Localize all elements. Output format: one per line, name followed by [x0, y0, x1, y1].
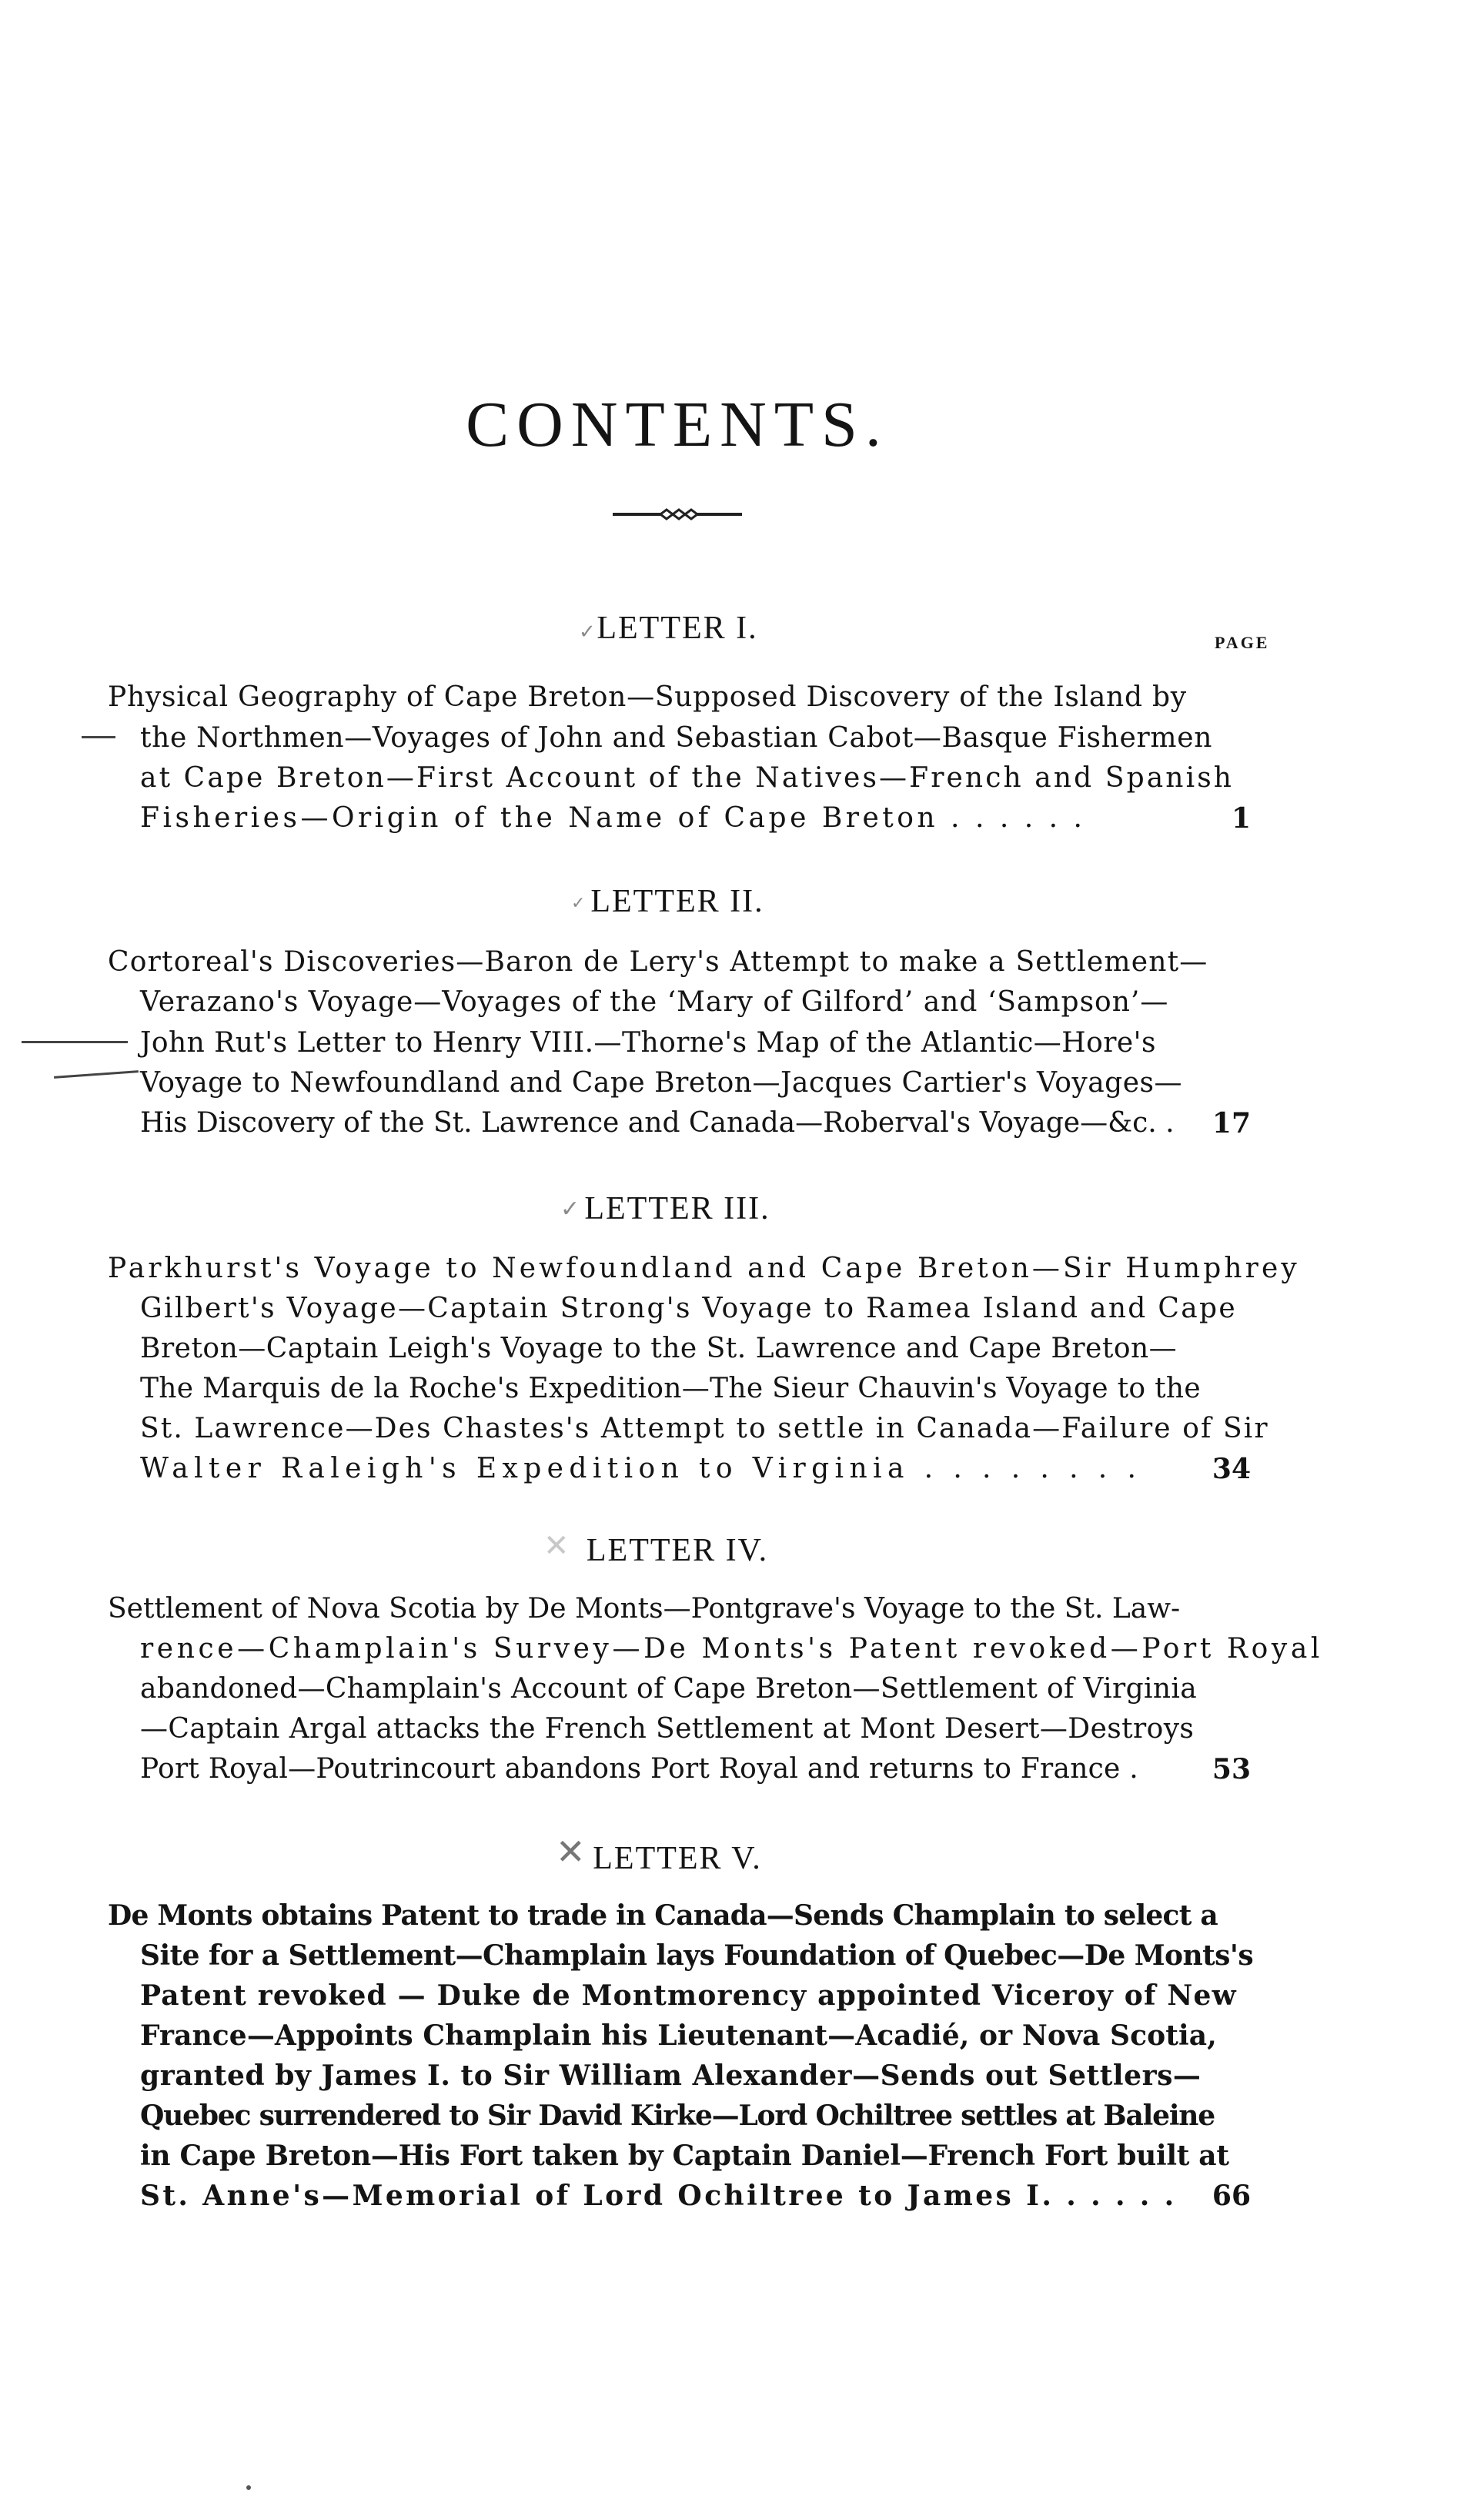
entry-line: His Discovery of the St. Lawrence and Canada—Roberval's Voyage—&c. .	[140, 1107, 1175, 1139]
entry-line: Gilbert's Voyage—Captain Strong's Voyage to Ramea Island and Cape	[140, 1293, 1237, 1324]
page-number: 17	[1212, 1107, 1251, 1139]
entry-line: Site for a Settlement—Champlain lays Foundation of Quebec—De Monts's	[140, 1939, 1254, 1972]
entry-line: Patent revoked — Duke de Montmorency appointed Viceroy of New	[140, 1979, 1237, 2012]
entry-line: Voyage to Newfoundland and Cape Breton—Jacques Cartier's Voyages—	[140, 1067, 1182, 1099]
entry-line: abandoned—Champlain's Account of Cape Breton—Settlement of Virginia	[140, 1673, 1198, 1705]
entry-line: St. Lawrence—Des Chastes's Attempt to settle in Canada—Failure of Sir	[140, 1413, 1269, 1444]
entry-line: Breton—Captain Leigh's Voyage to the St. Lawrence and Cape Breton—	[140, 1333, 1178, 1364]
entry-line: Fisheries—Origin of the Name of Cape Breton . . . . . .	[140, 802, 1086, 834]
entry-line: the Northmen—Voyages of John and Sebastian Cabot—Basque Fishermen	[140, 722, 1213, 754]
letter-heading: LETTER V.	[593, 1841, 762, 1876]
entry-line: Physical Geography of Cape Breton—Supposed Discovery of the Island by	[108, 681, 1187, 713]
entry-line: granted by James I. to Sir William Alexander—Sends out Settlers—	[140, 2060, 1202, 2092]
entry-line: Quebec surrendered to Sir David Kirke—Lord Ochiltree settles at Baleine	[140, 2100, 1215, 2132]
letter-heading: LETTER IV.	[586, 1533, 769, 1568]
entry-line: The Marquis de la Roche's Expedition—The Sieur Chauvin's Voyage to the	[140, 1373, 1201, 1404]
entry-line: Settlement of Nova Scotia by De Monts—Pontgrave's Voyage to the St. Law-	[108, 1593, 1181, 1625]
entry-line: in Cape Breton—His Fort taken by Captain Daniel—French Fort built at	[140, 2140, 1229, 2172]
margin-stroke	[54, 1070, 139, 1079]
entry-line: St. Anne's—Memorial of Lord Ochiltree to James I. . . . . .	[140, 2180, 1177, 2212]
check-mark-icon: ✓	[560, 1196, 580, 1223]
letter-heading: LETTER III.	[584, 1191, 770, 1226]
margin-stroke	[22, 1041, 128, 1043]
page-number: 1	[1231, 802, 1251, 835]
check-mark-icon: ✓	[571, 894, 586, 913]
letter-heading: LETTER II.	[590, 884, 764, 919]
page-number: 34	[1212, 1453, 1251, 1485]
entry-line: Port Royal—Poutrincourt abandons Port Royal and returns to France .	[140, 1753, 1138, 1785]
page-column-label: PAGE	[1215, 633, 1270, 652]
entry-line: at Cape Breton—First Account of the Natives—French and Spanish	[140, 762, 1235, 794]
entry-line: Parkhurst's Voyage to Newfoundland and Cape Breton—Sir Humphrey	[108, 1253, 1300, 1284]
letter-heading: LETTER I.	[597, 611, 758, 646]
entry-line: Verazano's Voyage—Voyages of the ‘Mary of Gilford’ and ‘Sampson’—	[140, 986, 1169, 1018]
entry-line: De Monts obtains Patent to trade in Canada—Sends Champlain to select a	[108, 1899, 1218, 1932]
entry-line: France—Appoints Champlain his Lieutenant—Acadié, or Nova Scotia,	[140, 2019, 1217, 2052]
cross-mark-icon: ✕	[556, 1831, 586, 1872]
entry-line: John Rut's Letter to Henry VIII.—Thorne's Map of the Atlantic—Hore's	[140, 1027, 1156, 1059]
page-title: CONTENTS.	[466, 389, 889, 460]
margin-stroke	[82, 736, 115, 738]
entry-line: Walter Raleigh's Expedition to Virginia . . . . . . . .	[140, 1453, 1142, 1484]
entry-line: rence—Champlain's Survey—De Monts's Patent revoked—Port Royal	[140, 1633, 1324, 1665]
page-number: 66	[1212, 2180, 1251, 2212]
entry-line: Cortoreal's Discoveries—Baron de Lery's Attempt to make a Settlement—	[108, 946, 1208, 978]
ornament-rule	[613, 505, 742, 524]
ink-speck	[246, 2485, 251, 2490]
check-mark-icon: ✓	[579, 621, 596, 644]
cross-mark-icon: ✕	[543, 1528, 570, 1564]
page-number: 53	[1212, 1753, 1251, 1785]
entry-line: —Captain Argal attacks the French Settlement at Mont Desert—Destroys	[140, 1713, 1195, 1745]
